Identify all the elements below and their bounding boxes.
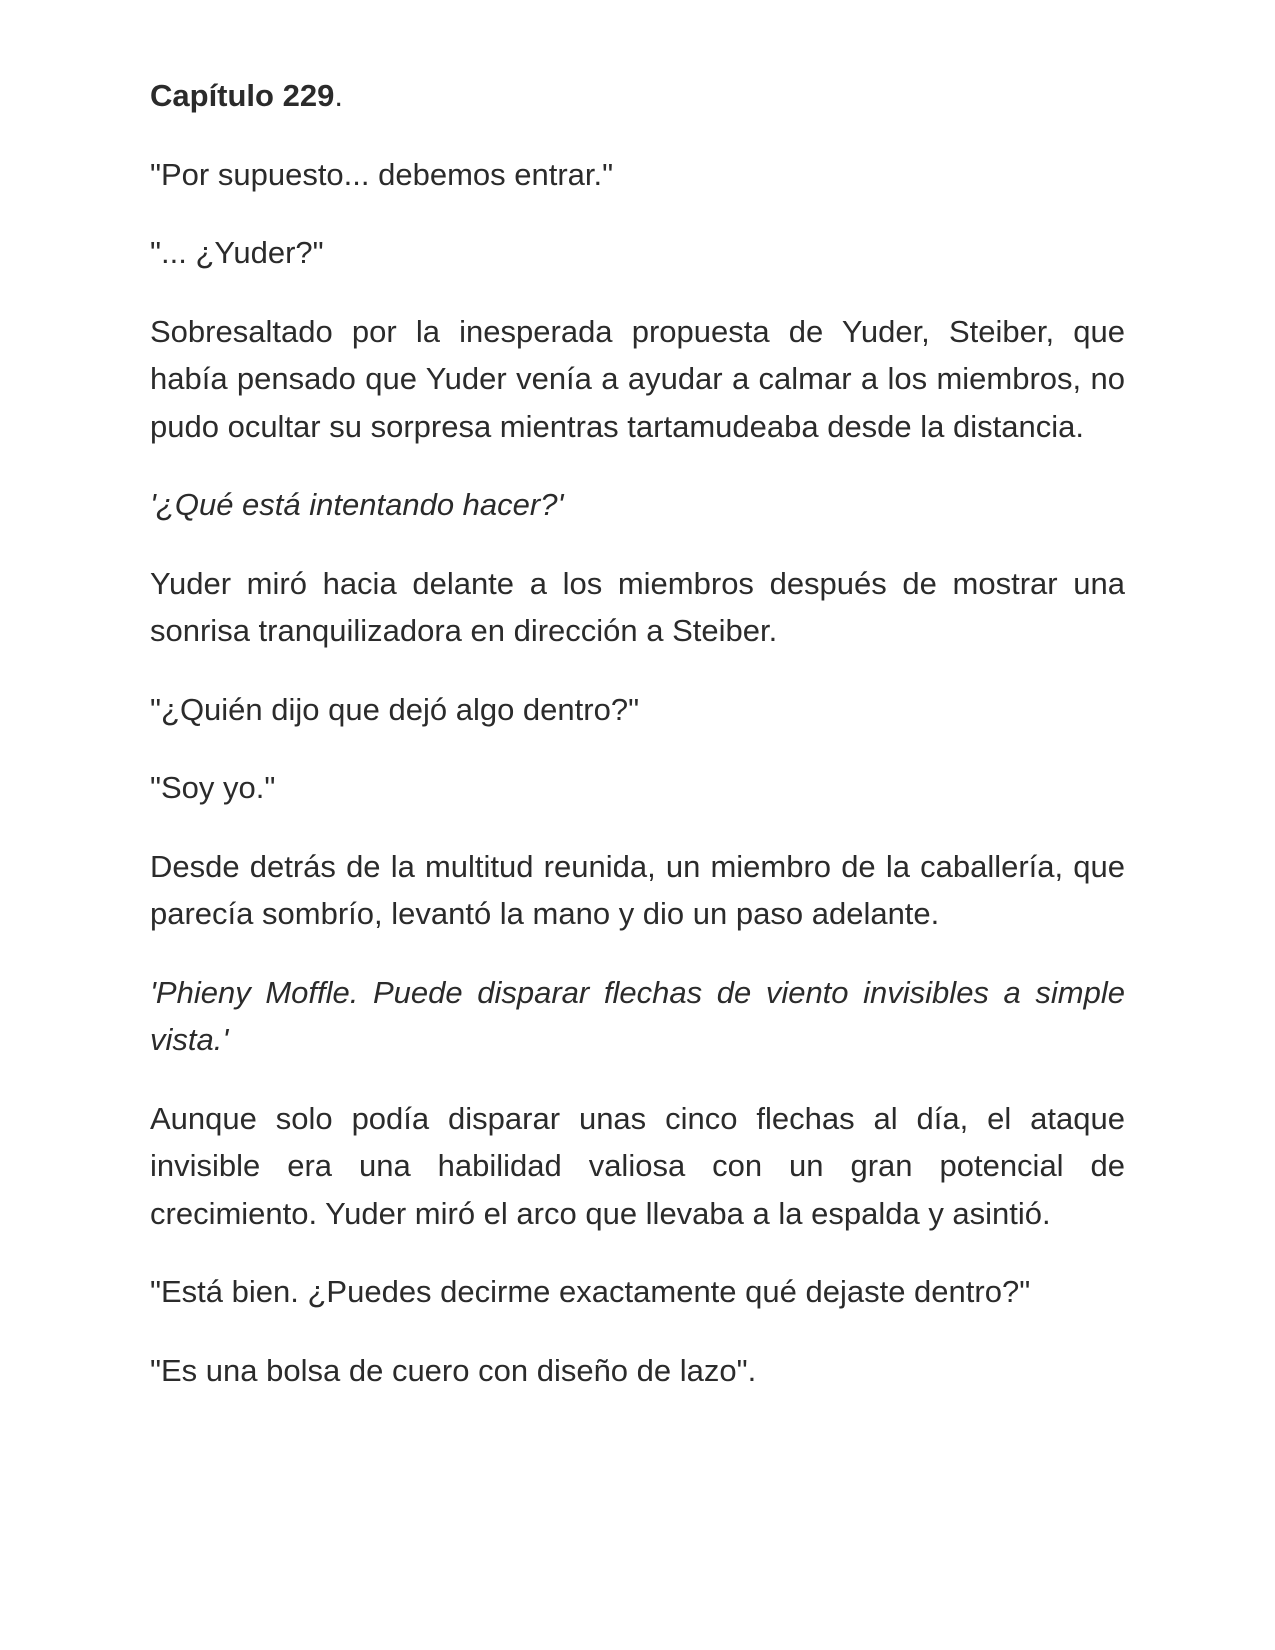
paragraph-1: "Por supuesto... debemos entrar." xyxy=(150,156,614,192)
paragraph-10: Aunque solo podía disparar unas cinco flechas al día, el ataque invisible era una habilidad valiosa con un gran potencial de crecimiento. Yuder miró el arco que llevaba a la espalda y asintió. xyxy=(150,1100,1125,1231)
paragraph-7: "Soy yo." xyxy=(150,770,276,805)
paragraph-2: "... ¿Yuder?" xyxy=(150,235,324,270)
paragraph-5: Yuder miró hacia delante a los miembros después de mostrar una sonrisa tranquilizadora en dirección a Steiber. xyxy=(150,565,1125,648)
paragraph-4-thought: '¿Qué está intentando hacer?' xyxy=(150,487,564,522)
chapter-title: Capítulo 229 xyxy=(150,78,335,113)
paragraph-6: "¿Quién dijo que dejó algo dentro?" xyxy=(150,691,640,727)
chapter-title-period: . xyxy=(334,78,343,113)
chapter-heading xyxy=(150,72,1125,120)
paragraph-11: "Está bien. ¿Puedes decirme exactamente qué dejaste dentro?" xyxy=(150,1274,1031,1309)
paragraph-3: Sobresaltado por la inesperada propuesta de Yuder, Steiber, que había pensado que Yuder venía a ayudar a calmar a los miembros, no pudo ocultar su sorpresa mientras tartamudeaba desde la distancia. xyxy=(150,313,1125,444)
document-page xyxy=(150,72,1125,1425)
paragraph-9-thought: 'Phieny Moffle. Puede disparar flechas de viento invisibles a simple vista.' xyxy=(150,974,1125,1057)
paragraph-8: Desde detrás de la multitud reunida, un miembro de la caballería, que parecía sombrío, levantó la mano y dio un paso adelante. xyxy=(150,848,1125,931)
paragraph-12: "Es una bolsa de cuero con diseño de lazo". xyxy=(150,1352,757,1388)
